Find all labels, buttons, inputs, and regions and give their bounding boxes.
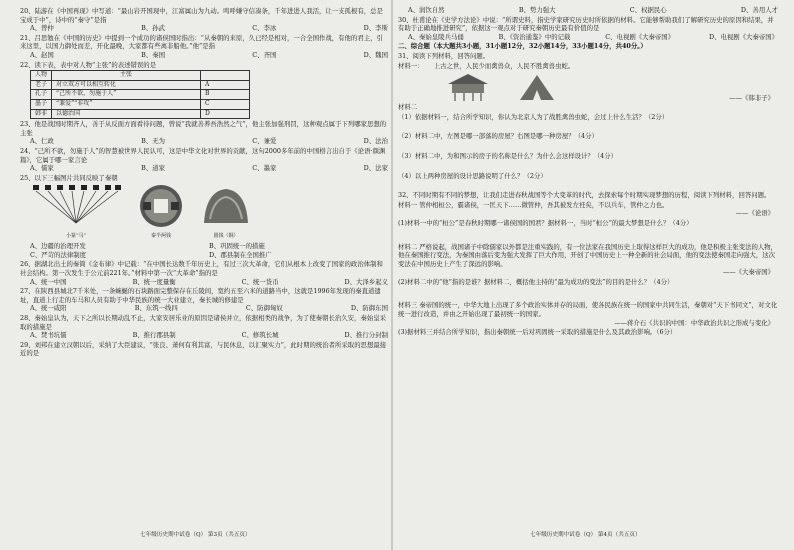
q23-option: B、无为 bbox=[141, 137, 165, 146]
q24-option: B、道家 bbox=[141, 164, 165, 173]
q24-options bbox=[20, 164, 388, 173]
q21-option: B、秦国 bbox=[141, 50, 165, 59]
q25-options bbox=[20, 242, 388, 259]
q27-stem: 27、在陕西县城北7千米处，一条蜿蜒的石块路面完整保存在丘陵间，宽约五至六米的道路当中，这就是1996年发现的秦直道遗址，直道上行走的车马和人员有助于中华民族的统一大业建立，秦长城的修建是 bbox=[20, 287, 381, 304]
q25-stem: 25、以下三幅图片共同反映了秦朝 bbox=[20, 173, 118, 182]
q32-sub2: (2)材料二中的“他”指的是谁？据材料二，概括他主持的“最为成功的变法”的目的是什么？（4分） bbox=[398, 277, 674, 286]
q20-option: C、李冰 bbox=[252, 24, 277, 33]
table-cell: 韩非 bbox=[31, 109, 52, 119]
q20-option: A、曾仲 bbox=[30, 24, 54, 33]
q30-option: A、秦始皇陵兵马俑 bbox=[408, 32, 464, 41]
q25-option: C、严苛的法律制度 bbox=[30, 250, 87, 259]
q30-option: C、电视剧《大秦帝国》 bbox=[605, 32, 675, 41]
q32-stem: 32、不同时期有不同的梦想，让我们走进春秋战国等个大变革的时代，去探索每个时期实现梦想的历程，阅读下列材料，回答问题。 bbox=[398, 191, 771, 200]
right-page bbox=[398, 6, 778, 337]
ban-liang-coin-icon bbox=[136, 183, 186, 229]
q31-sub2: （2）材料二中，左图是哪一部落的房屋？右图是哪一种房屋？（4分） bbox=[398, 132, 598, 141]
q20-stem: 20、陆游在《中国再现》中写道：“最山岩开国现中，江富属山为九动。鸣呼嫌守信凑条，千年进进人我活，让一支孤根有，总是宝成于中”，诗中的“秦守”是指 bbox=[20, 7, 383, 24]
q26-option: B、统一度量衡 bbox=[132, 277, 176, 286]
q29-option: B、势力强大 bbox=[518, 6, 556, 14]
table-cell: 对立双方可以相互转化 bbox=[52, 80, 201, 90]
answer-space[interactable] bbox=[398, 161, 778, 171]
q23-option: A、仁政 bbox=[30, 137, 54, 146]
q20-option: D、李斯 bbox=[363, 24, 388, 33]
seal-script-horse-icon bbox=[30, 183, 122, 229]
table-cell: C bbox=[201, 99, 250, 109]
q31-material-2-label: 材料二 bbox=[398, 103, 418, 112]
q23-options bbox=[20, 137, 388, 146]
q28-stem: 28、秦始皇认为，天下之所以长期动乱不止，大家安居乐业的原因是诸侯并立，依据相类的战争，为了使秦朝长治久安，秦始皇采取的措施是 bbox=[20, 314, 387, 331]
q27-option: B、东筑一线四 bbox=[134, 304, 178, 313]
q27-option: D、防御东国 bbox=[350, 304, 388, 313]
left-footer: 七年级历史期中试卷（Q） 第3页（共五页） bbox=[140, 532, 251, 538]
q20-option: B、孙武 bbox=[141, 24, 165, 33]
table-row bbox=[31, 80, 250, 90]
answer-space[interactable] bbox=[398, 228, 778, 242]
table-cell: 以德治国 bbox=[52, 109, 201, 119]
material-text: 上古之世，人民少而禽兽众，人民不胜禽兽虫蛇。 bbox=[433, 61, 575, 70]
q23-option: D、法治 bbox=[363, 137, 388, 146]
bronze-weight-icon bbox=[200, 183, 252, 229]
q24-option: A、儒家 bbox=[30, 164, 54, 173]
table-row bbox=[31, 99, 250, 109]
table-cell: 老子 bbox=[31, 80, 52, 90]
q22-header: 主张 bbox=[52, 71, 201, 81]
q22-stem: 22、读下表，表中对人物“主张”的表述错误的是 bbox=[20, 60, 157, 69]
q31-sub3: （3）材料二中，为和图示的房子的名称是什么？为什么会这样设计？（4分） bbox=[398, 151, 618, 160]
weight-figure bbox=[200, 183, 252, 240]
q24-option: D、法家 bbox=[363, 164, 388, 173]
q26-option: A、统一中国 bbox=[30, 277, 67, 286]
q23-stem: 23、他是战国时期齐人，善于从反面方面看待问题，曾说“我就善养吾浩然之气”，他主张加强刑罚，这种观点属于下列哪家思想的主张 bbox=[20, 120, 387, 137]
caption: 圆钱（铜） bbox=[213, 232, 239, 239]
q30-options bbox=[398, 33, 778, 42]
q30-stem: 30、杜甫论在《史学方法论》中说：“所谓史料，指史学家研究历史时所依据的材料。它能够帮助我们了解研究历史的原因和结果，并有助于正确地推进研究”，依据这一观点对于研究秦朝历史最有价值的是 bbox=[398, 15, 774, 33]
caption: 秦半两钱 bbox=[150, 232, 171, 239]
q21-option: C、齐国 bbox=[252, 50, 277, 59]
q32-sub3: (3)据材料三并结合所学知识，指出秦朝统一后对巩固统一采取的措施是什么及其政治影响。（6分） bbox=[398, 328, 677, 337]
table-row bbox=[31, 90, 250, 100]
q25-option: B、巩固统一的措施 bbox=[209, 242, 265, 251]
answer-space[interactable] bbox=[398, 121, 778, 131]
q29-option: A、润饮自然 bbox=[408, 6, 445, 14]
q31-sub4: （4）以上两种房屋的设计思路说明了什么？（2分） bbox=[398, 171, 547, 180]
q32-source-3: ——蒋介石《共识的中国：中华政治共识之形成与变化》 bbox=[614, 318, 774, 327]
q22-header: 人物 bbox=[31, 71, 52, 81]
q28-options bbox=[20, 331, 388, 340]
q29-option: D、善用人才 bbox=[740, 6, 778, 14]
q29-stem: 29、刘邦在建立汉朝以后，采纳了大臣建议，“张良、萧何有利其富，与民休息，以汇聚实力”，此时期的统治者所采取的思想最接近的是 bbox=[20, 340, 387, 358]
q28-option: C、修筑长城 bbox=[241, 331, 279, 340]
table-cell: “己所不欲，勿施于人” bbox=[52, 90, 201, 100]
q32-material-3: 材料三 秦帝国的统一，中华大地上出现了多个政治实体并存的局面，使各民族在统一的国家中共同生活，秦朝对“天下书同文”，对文化统一进行改造，并由之开始出现了最初统一的国家。 bbox=[398, 301, 778, 319]
answer-space[interactable] bbox=[398, 180, 778, 190]
q24-stem: 24、“己所不欲，勿施于人”的智慧被世界人民认可，这是中华文化对世界的贡献，这句2000多年前的中国格言出自于《论语·颜渊篇》，它属于哪一家言论 bbox=[20, 146, 386, 164]
page-fold bbox=[391, 0, 393, 550]
q20-options bbox=[20, 24, 388, 33]
table-cell: D bbox=[201, 109, 250, 119]
q29-option: C、权据民心 bbox=[629, 6, 667, 14]
q26-options bbox=[20, 278, 388, 287]
q21-options bbox=[20, 51, 388, 60]
semi-subterranean-house-icon bbox=[518, 72, 556, 102]
q26-stem: 26、据湖北出土的秦简《金布律》中记载：“在中国长达数千年历史上，有过三次大革命，它们从根本上改变了国家的政治体制和社会结构。第一次发生于公元前221年。”材料中第一次“大革命”指的是 bbox=[20, 260, 383, 278]
q32-sub1: (1)材料一中的“桓公”是春秋时期哪一诸侯国的国君？据材料一，当时“桓公”的最大梦想是什么？（4分） bbox=[398, 218, 693, 227]
answer-space[interactable] bbox=[398, 286, 778, 300]
q32-material-2: 材料二 严格说起，战国诸子中除儒家以外都是注重实践的，有一位法家在我国历史上取得这样巨大的成功，他是积极主张变法的人物，他在秦国推行变法，为秦国由落后变为强大发挥了巨大作用，开创了中国历史上一种全新的社会局面，他的变法使秦国走向强大，这次变法在中国历史上产生了深远的影响。 bbox=[398, 242, 778, 268]
q31-house-images bbox=[446, 72, 778, 102]
q22-header bbox=[201, 71, 250, 81]
q27-options bbox=[20, 304, 388, 313]
q32-material-1: 材料一 管仲相桓公，霸诸侯，一匡天下……微管仲，吾其被发左衽矣，不以兵车，管仲之力也。 bbox=[398, 200, 669, 209]
q27-option: A、统一咸阳 bbox=[30, 304, 67, 313]
q21-option: A、赵国 bbox=[30, 50, 54, 59]
table-cell: B bbox=[201, 90, 250, 100]
q32-source-2: ——《大秦帝国》 bbox=[722, 268, 774, 277]
q26-option: D、大泽乡起义 bbox=[344, 277, 388, 286]
q22-table bbox=[30, 70, 250, 119]
material-label: 材料一： bbox=[398, 61, 424, 70]
q31-source: ——《韩非子》 bbox=[729, 93, 774, 102]
q30-option: D、电视剧《大秦帝国》 bbox=[708, 32, 778, 41]
q29-options bbox=[398, 6, 778, 15]
caption: 小篆“马” bbox=[65, 232, 87, 239]
q28-option: B、推行郡县制 bbox=[132, 331, 176, 340]
q24-option: C、墨家 bbox=[252, 164, 277, 173]
q23-option: C、兼爱 bbox=[252, 137, 277, 146]
stilt-house-icon bbox=[446, 72, 490, 102]
q28-option: A、焚书坑儒 bbox=[30, 331, 67, 340]
q21-stem: 21、吕思勉在《中国的历史》中提到一个成功的诸侯国时指出：“从秦朝的来原，久已经是相对，一合全国作战，有他的君主，引来这里，以国力御处而差，开化最晚，大家都有些离非船他。”他”是指 bbox=[20, 33, 383, 51]
q25-images bbox=[30, 184, 388, 240]
q25-option: A、边疆的治理开发 bbox=[30, 242, 86, 251]
left-page bbox=[20, 6, 388, 358]
q31-sub1: （1）依据材料一，结合所学知识，你认为北京人为了战胜禽兽虫蛇，会过上什么生活？（2分） bbox=[398, 112, 669, 121]
table-cell: “兼爱”“非攻” bbox=[52, 99, 201, 109]
table-cell: A bbox=[201, 80, 250, 90]
table-cell: 墨子 bbox=[31, 99, 52, 109]
seal-script-figure bbox=[30, 183, 122, 240]
q31-material-1 bbox=[398, 62, 778, 71]
q26-option: C、统一货币 bbox=[241, 277, 279, 286]
table-cell: 孔子 bbox=[31, 90, 52, 100]
q25-option: D、郡县制在全国推广 bbox=[209, 250, 272, 259]
q27-option: C、防御匈奴 bbox=[245, 304, 283, 313]
coin-figure bbox=[136, 183, 186, 240]
q32-source-1: ——《论语》 bbox=[735, 209, 774, 218]
q28-option: D、推行分封制 bbox=[344, 331, 388, 340]
table-row bbox=[31, 109, 250, 119]
answer-space[interactable] bbox=[398, 141, 778, 151]
part-two-heading: 二、综合题（本大题共3小题，31小题12分，32小题14分，33小题14分，共40分。） bbox=[398, 42, 647, 51]
q30-option: B、《资治通鉴》中的记载 bbox=[498, 32, 571, 41]
right-footer: 七年级历史期中试卷（Q） 第4页（共五页） bbox=[530, 532, 641, 538]
q31-stem: 31、阅读下列材料，回答问题。 bbox=[398, 51, 490, 60]
q21-option: D、魏国 bbox=[363, 50, 388, 59]
